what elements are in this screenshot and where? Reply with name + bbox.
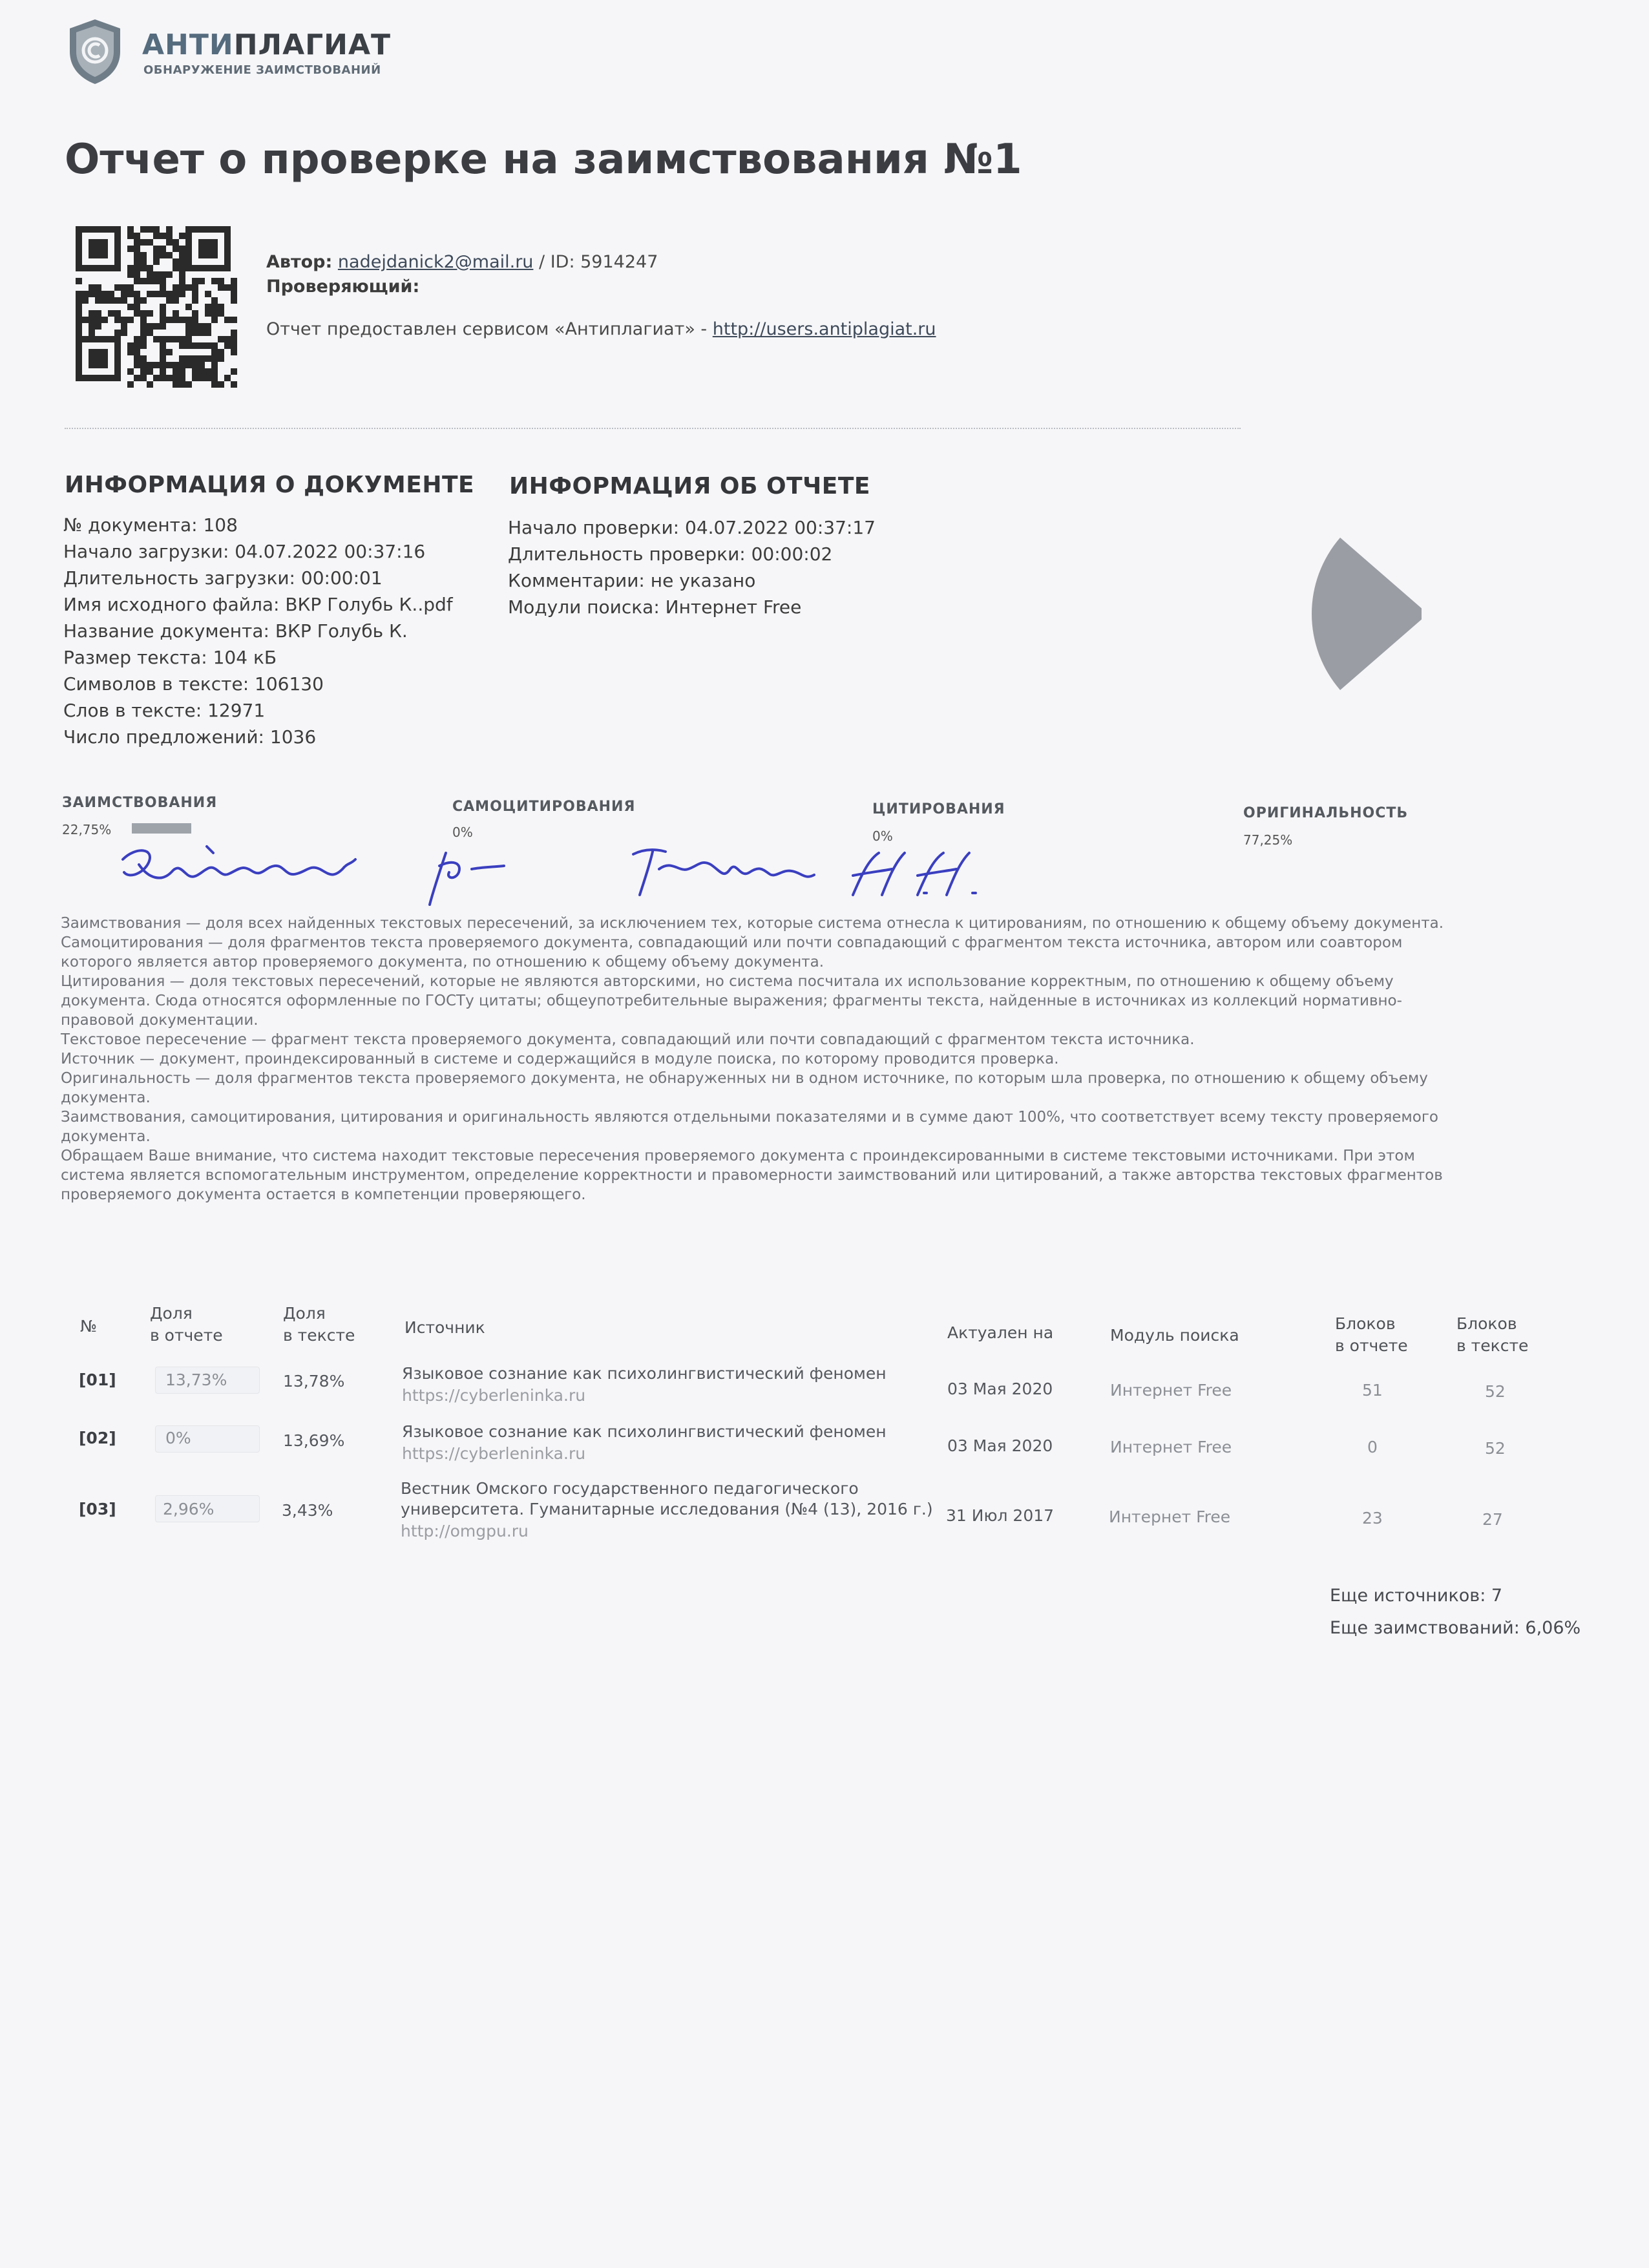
col-header-num: № [80,1317,98,1336]
author-email-link[interactable]: nadejdanick2@mail.ru [337,252,534,272]
col-header-share-text [283,1303,355,1347]
col-header-blocks-report-l1: Блоков [1335,1314,1396,1333]
shield-logo-icon [67,18,123,85]
report-info-line: Длительность проверки: 00:00:02 [508,543,833,565]
logo-tagline: ОБНАРУЖЕНИЕ ЗАИМСТВОВАНИЙ [143,63,381,77]
author-id: / ID: 5914247 [539,252,658,272]
col-header-share-text-l1: Доля [283,1304,326,1323]
col-header-blocks-report-l2: в отчете [1335,1336,1408,1355]
row-source-title-line2: университета. Гуманитарные исследования (№4 (13), 2016 г.) [401,1500,933,1518]
definition-line: Заимствования, самоцитирования, цитирования и оригинальность являются отдельными показателями и в сумме дают 100%, что соответствует всему тексту проверяемого [61,1109,1439,1126]
stat-selfcite-label: САМОЦИТИРОВАНИЯ [452,799,636,815]
qr-code-icon [75,226,238,388]
definition-line: правовой документации. [61,1012,258,1029]
borrowing-pie-chart [1292,517,1422,698]
definition-line: Текстовое пересечение — фрагмент текста проверяемого документа, совпадающий или почти совпадающий с фрагментом текста источника. [61,1031,1195,1048]
definitions-block [61,914,1444,1204]
stat-originality-value: 77,25% [1243,832,1293,848]
definition-line: документа. [61,1128,151,1145]
stat-originality-label: ОРИГИНАЛЬНОСТЬ [1243,805,1409,821]
row-num: [01] [79,1370,116,1389]
borrowing-pie-slice [1312,538,1422,690]
col-header-share-report-l2: в отчете [150,1326,223,1345]
stat-selfcite-value: 0% [452,824,473,840]
row-source-title: Языковое сознание как психолингвистический феномен [402,1364,887,1383]
definition-line: Обращаем Ваше внимание, что система находит текстовые пересечения проверяемого документа с проиндексированными в системе текстовыми источниками. При этом [61,1148,1415,1164]
logo-wordmark [142,28,391,61]
report-info-list [508,514,876,620]
row-date: 03 Мая 2020 [947,1436,1053,1455]
more-borrowings: Еще заимствований: 6,06% [1330,1618,1581,1638]
report-info-heading: ИНФОРМАЦИЯ ОБ ОТЧЕТЕ [509,473,870,499]
row-share-text: 3,43% [282,1501,333,1520]
handwritten-signature [110,834,1066,911]
definition-line: Самоцитирования — доля фрагментов текста проверяемого документа, совпадающий или почти совпадающий с фрагментом текста источника, автором или соавтором [61,934,1403,951]
definition-line: документа. Сюда относятся оформленные по ГОСТу цитаты; общеупотребительные выражения; фрагменты текста, найденные в источниках из коллекций нормативно- [61,992,1402,1009]
row-source-title: Языковое сознание как психолингвистический феномен [402,1422,887,1441]
reviewer-line [266,277,419,297]
definition-line: проверяемого документа остается в компетенции проверяющего. [61,1186,586,1203]
row-date: 03 Мая 2020 [947,1380,1053,1398]
row-share-text: 13,69% [283,1431,345,1450]
author-label: Автор: [266,252,333,272]
stat-borrowings-value: 22,75% [62,822,112,837]
row-blocks-report: 23 [1362,1509,1383,1528]
row-blocks-text: 52 [1485,1382,1506,1401]
logo-brand-bold: ПЛАГИАТ [233,28,392,61]
col-header-share-text-l2: в тексте [283,1326,355,1345]
row-share-report: 13,73% [165,1370,227,1389]
row-blocks-report: 0 [1367,1438,1378,1456]
col-header-share-report-l1: Доля [150,1304,193,1323]
definition-line: Источник — документ, проиндексированный в системе и содержащийся в модуле поиска, по которому проводится проверка. [61,1051,1059,1067]
definition-line: Заимствования — доля всех найденных текстовых пересечений, за исключением тех, которые система отнесла к цитированиям, по отношению к общему объему документа. [61,915,1444,932]
report-info-line: Модули поиска: Интернет Free [508,596,802,618]
document-info-list [63,512,453,750]
col-header-blocks-text-l1: Блоков [1456,1314,1517,1333]
row-source-title: Вестник Омского государственного педагогического [401,1479,859,1498]
row-blocks-text: 27 [1482,1510,1503,1529]
doc-info-line: № документа: 108 [63,514,238,536]
col-header-module: Модуль поиска [1110,1326,1239,1345]
doc-info-line: Число предложений: 1036 [63,726,317,748]
row-num: [03] [79,1500,116,1518]
row-blocks-text: 52 [1485,1439,1506,1458]
doc-info-line: Начало загрузки: 04.07.2022 00:37:16 [63,541,426,562]
reviewer-label: Проверяющий: [266,277,420,297]
service-url-link[interactable]: http://users.antiplagiat.ru [712,319,936,339]
col-header-blocks-text [1456,1313,1528,1357]
doc-info-line: Размер текста: 104 кБ [63,647,277,668]
definition-line: Оригинальность — доля фрагментов текста проверяемого документа, не обнаруженных ни в одном источнике, по которым шла проверка, по отношению к общему объему [61,1070,1428,1087]
row-num: [02] [79,1429,116,1447]
col-header-actual: Актуален на [947,1323,1054,1342]
service-text: Отчет предоставлен сервисом «Антиплагиат» - [266,319,708,339]
report-title: Отчет о проверке на заимствования №1 [65,136,1022,184]
logo-brand-light: АНТИ [142,28,234,61]
service-line [266,319,936,339]
row-date: 31 Июл 2017 [946,1506,1055,1525]
stat-borrowings-label: ЗАИМСТВОВАНИЯ [62,795,218,811]
doc-info-line: Длительность загрузки: 00:00:01 [63,567,383,589]
col-header-blocks-text-l2: в тексте [1456,1336,1529,1355]
col-header-share-report [150,1303,223,1347]
section-divider [65,428,1241,429]
author-line [266,252,658,272]
antiplagiat-logo [67,18,403,89]
definition-line: которого является автор проверяемого документа, по отношению к общему объему документа. [61,954,824,971]
report-info-line: Начало проверки: 04.07.2022 00:37:17 [508,517,876,538]
row-source-url[interactable]: http://omgpu.ru [401,1522,529,1540]
doc-info-line: Слов в тексте: 12971 [63,700,266,721]
definition-line: Цитирования — доля текстовых пересечений, которые не являются авторскими, но система посчитала их использование корректным, по отношению к общему объему [61,973,1394,990]
document-info-heading: ИНФОРМАЦИЯ О ДОКУМЕНТЕ [65,472,475,498]
stat-citations-label: ЦИТИРОВАНИЯ [872,801,1005,817]
row-share-report: 2,96% [163,1500,215,1518]
definition-line: документа. [61,1089,151,1106]
row-module: Интернет Free [1109,1507,1231,1526]
more-sources: Еще источников: 7 [1330,1586,1503,1606]
report-info-line: Комментарии: не указано [508,570,756,591]
doc-info-line: Название документа: ВКР Голубь К. [63,620,408,642]
row-share-text: 13,78% [283,1372,345,1391]
col-header-source: Источник [404,1318,485,1337]
row-module: Интернет Free [1110,1438,1232,1456]
col-header-blocks-report [1335,1313,1408,1357]
row-module: Интернет Free [1110,1381,1232,1400]
row-share-report: 0% [165,1429,191,1447]
doc-info-line: Имя исходного файла: ВКР Голубь К..pdf [63,594,453,615]
definition-line: система является вспомогательным инструментом, определение корректности и правомерности заимствований или цитирований, а также авторства текстовых фрагментов [61,1167,1443,1184]
row-blocks-report: 51 [1362,1381,1383,1400]
stat-citations-value: 0% [872,828,893,844]
row-source-url[interactable]: https://cyberleninka.ru [402,1386,586,1405]
borrowings-bar [132,823,191,834]
doc-info-line: Символов в тексте: 106130 [63,673,324,695]
row-source-url[interactable]: https://cyberleninka.ru [402,1444,586,1463]
